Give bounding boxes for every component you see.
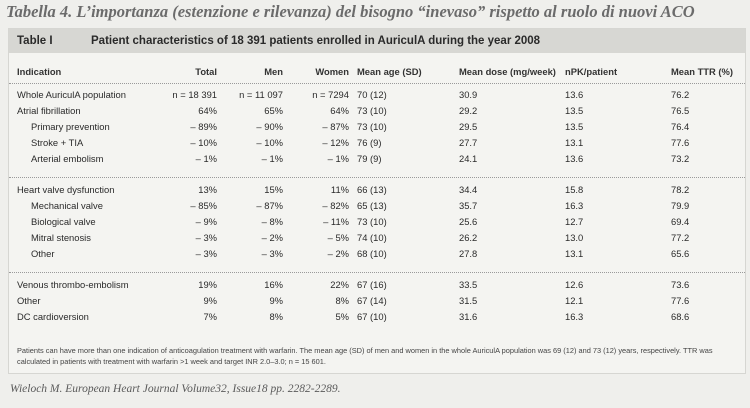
cell-ttr: 77.6 [671,137,690,148]
cell-age: 66 (13) [357,184,387,195]
cell-npk: 13.0 [565,232,584,243]
cell-dose: 27.8 [459,248,478,259]
cell-men: n = 11 097 [239,89,283,100]
column-header-men: Men [264,66,283,77]
cell-dose: 26.2 [459,232,478,243]
cell-ttr: 76.4 [671,121,690,132]
table-row [9,230,745,246]
cell-women: – 82% [322,200,349,211]
cell-age: 70 (12) [357,89,387,100]
cell-ttr: 76.2 [671,89,690,100]
cell-dose: 27.7 [459,137,478,148]
cell-men: 8% [269,311,283,322]
cell-age: 65 (13) [357,200,387,211]
table-row [9,87,745,103]
cell-npk: 13.1 [565,137,584,148]
cell-men: – 87% [256,200,283,211]
cell-indication: Mitral stenosis [31,232,91,243]
column-header-women: Women [315,66,349,77]
group-separator [9,177,745,178]
cell-ttr: 77.6 [671,295,690,306]
cell-age: 68 (10) [357,248,387,259]
table-label: Table I [17,35,53,47]
cell-dose: 30.9 [459,89,478,100]
cell-dose: 31.5 [459,295,478,306]
table-row [9,103,745,119]
cell-total: 19% [198,279,217,290]
cell-total: – 9% [195,216,217,227]
cell-ttr: 73.6 [671,279,690,290]
column-header-mean-ttr: Mean TTR (%) [671,66,733,77]
cell-total: n = 18 391 [172,89,217,100]
cell-indication: Biological valve [31,216,96,227]
cell-dose: 35.7 [459,200,478,211]
cell-npk: 13.6 [565,153,584,164]
cell-indication: Stroke + TIA [31,137,84,148]
cell-men: – 8% [261,216,283,227]
cell-women: – 12% [322,137,349,148]
cell-men: – 10% [256,137,283,148]
cell-men: 9% [269,295,283,306]
cell-age: 67 (14) [357,295,387,306]
table-row [9,277,745,293]
cell-men: 65% [264,105,283,116]
cell-indication: Mechanical valve [31,200,103,211]
table-row [9,198,745,214]
cell-ttr: 79.9 [671,200,690,211]
cell-women: 8% [335,295,349,306]
cell-women: – 5% [327,232,349,243]
table-row [9,182,745,198]
cell-women: 5% [335,311,349,322]
cell-ttr: 76.5 [671,105,690,116]
cell-men: 15% [264,184,283,195]
cell-npk: 12.7 [565,216,584,227]
cell-women: n = 7294 [312,89,349,100]
cell-npk: 13.1 [565,248,584,259]
cell-men: – 1% [261,153,283,164]
cell-age: 76 (9) [357,137,382,148]
cell-indication: Arterial embolism [31,153,104,164]
cell-indication: Heart valve dysfunction [17,184,115,195]
cell-total: 7% [203,311,217,322]
column-header-mean-age: Mean age (SD) [357,66,422,77]
cell-age: 73 (10) [357,121,387,132]
cell-npk: 12.6 [565,279,584,290]
table-row [9,214,745,230]
cell-women: 22% [330,279,349,290]
cell-dose: 33.5 [459,279,478,290]
cell-indication: Primary prevention [31,121,110,132]
table-title-bar [9,29,745,53]
table-panel [8,28,746,374]
cell-indication: DC cardioversion [17,311,89,322]
cell-indication: Atrial fibrillation [17,105,81,116]
cell-dose: 25.6 [459,216,478,227]
cell-age: 73 (10) [357,105,387,116]
table-row [9,309,745,325]
cell-men: – 2% [261,232,283,243]
cell-dose: 34.4 [459,184,478,195]
cell-indication: Venous thrombo-embolism [17,279,129,290]
cell-ttr: 65.6 [671,248,690,259]
citation: Wieloch M. European Heart Journal Volume32, Issue18 pp. 2282-2289. [10,383,341,395]
cell-women: 11% [330,184,349,195]
cell-age: 73 (10) [357,216,387,227]
cell-total: 64% [198,105,217,116]
column-header-npk: nPK/patient [565,66,618,77]
column-header-mean-dose: Mean dose (mg/week) [459,66,556,77]
cell-men: – 90% [256,121,283,132]
cell-npk: 13.5 [565,121,584,132]
cell-total: – 3% [195,232,217,243]
cell-dose: 29.5 [459,121,478,132]
cell-indication: Whole AuriculA population [17,89,126,100]
table-row [9,151,745,167]
cell-age: 79 (9) [357,153,382,164]
cell-npk: 13.6 [565,89,584,100]
cell-age: 67 (16) [357,279,387,290]
table-title: Patient characteristics of 18 391 patients enrolled in AuriculA during the year 2008 [91,35,541,47]
cell-total: – 1% [195,153,217,164]
column-header-total: Total [195,66,217,77]
cell-women: – 87% [322,121,349,132]
cell-indication: Other [17,295,41,306]
cell-ttr: 73.2 [671,153,690,164]
cell-total: – 89% [190,121,217,132]
cell-total: – 85% [190,200,217,211]
cell-total: 13% [198,184,217,195]
cell-dose: 31.6 [459,311,478,322]
cell-npk: 13.5 [565,105,584,116]
cell-women: – 1% [327,153,349,164]
cell-women: – 2% [327,248,349,259]
cell-npk: 15.8 [565,184,584,195]
table-row [9,135,745,151]
cell-women: 64% [330,105,349,116]
cell-dose: 24.1 [459,153,478,164]
cell-npk: 16.3 [565,311,584,322]
table-row [9,246,745,262]
cell-ttr: 77.2 [671,232,690,243]
table-row [9,293,745,309]
cell-ttr: 68.6 [671,311,690,322]
cell-indication: Other [31,248,55,259]
cell-age: 67 (10) [357,311,387,322]
page-heading: Tabella 4. L’importanza (estenzione e rilevanza) del bisogno “inevaso” rispetto al ruolo di nuovi ACO [6,2,695,21]
column-header-indication: Indication [17,66,62,77]
cell-ttr: 69.4 [671,216,690,227]
cell-women: – 11% [323,216,349,227]
table-row [9,119,745,135]
cell-men: 16% [264,279,283,290]
cell-age: 74 (10) [357,232,387,243]
cell-men: – 3% [261,248,283,259]
cell-total: 9% [203,295,217,306]
cell-npk: 16.3 [565,200,584,211]
cell-dose: 29.2 [459,105,478,116]
cell-total: – 3% [195,248,217,259]
table-footnote: Patients can have more than one indication of anticoagulation treatment with warfarin. The mean age (SD) of men and women in the whole AuriculA population was 69 (12) and 73 (12) years, respectively. TTR was calculated in patients with treatment with warfarin >1 week and target INR 2.0–3.0; n = 15 601. [17,346,713,366]
cell-total: – 10% [190,137,217,148]
cell-npk: 12.1 [565,295,584,306]
table-header-row [9,63,745,84]
cell-ttr: 78.2 [671,184,690,195]
group-separator [9,272,745,273]
